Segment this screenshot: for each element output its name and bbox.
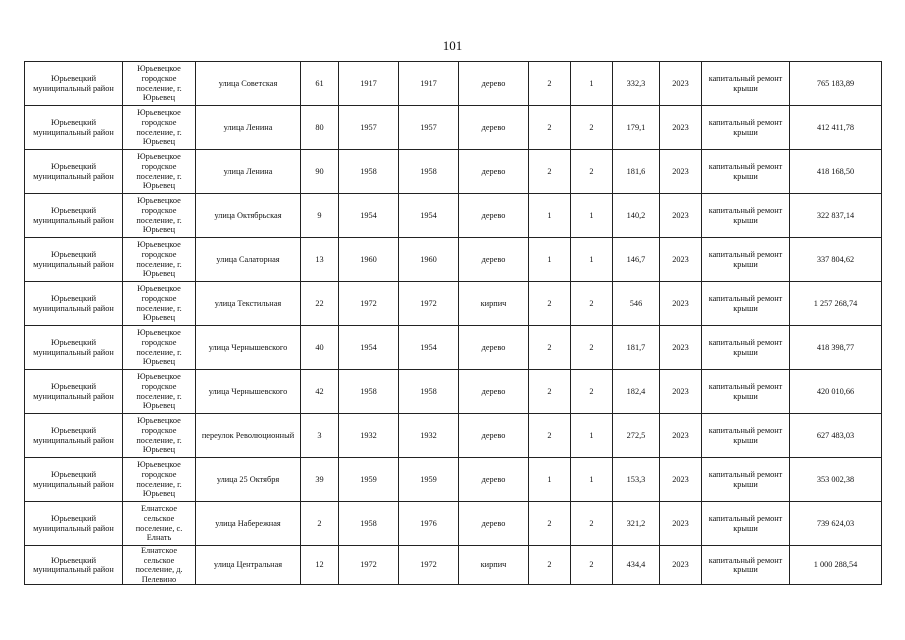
street-cell: улица Ленина xyxy=(196,150,301,194)
settlement-cell: Юрьевецкое городское поселение, г. Юрьевец xyxy=(123,414,196,458)
year-commissioned-cell: 1958 xyxy=(399,370,459,414)
cost-cell: 627 483,03 xyxy=(790,414,882,458)
work-type-cell: капитальный ремонт крыши xyxy=(702,326,790,370)
year-commissioned-cell: 1958 xyxy=(399,150,459,194)
work-type-cell: капитальный ремонт крыши xyxy=(702,106,790,150)
floors-cell: 2 xyxy=(529,414,571,458)
cost-cell: 322 837,14 xyxy=(790,194,882,238)
area-cell: 153,3 xyxy=(613,458,660,502)
house-number-cell: 42 xyxy=(301,370,339,414)
house-number-cell: 2 xyxy=(301,502,339,546)
table-row xyxy=(25,106,882,150)
year-commissioned-cell: 1959 xyxy=(399,458,459,502)
table-row xyxy=(25,150,882,194)
house-number-cell: 9 xyxy=(301,194,339,238)
street-cell: улица Текстильная xyxy=(196,282,301,326)
cost-cell: 739 624,03 xyxy=(790,502,882,546)
year-commissioned-cell: 1960 xyxy=(399,238,459,282)
floors-cell: 2 xyxy=(529,106,571,150)
entrances-cell: 2 xyxy=(571,546,613,585)
settlement-cell: Юрьевецкое городское поселение, г. Юрьевец xyxy=(123,458,196,502)
wall-material-cell: дерево xyxy=(459,62,529,106)
entrances-cell: 2 xyxy=(571,150,613,194)
cost-cell: 353 002,38 xyxy=(790,458,882,502)
wall-material-cell: дерево xyxy=(459,370,529,414)
cost-cell: 1 000 288,54 xyxy=(790,546,882,585)
floors-cell: 2 xyxy=(529,150,571,194)
year-built-cell: 1917 xyxy=(339,62,399,106)
settlement-cell: Юрьевецкое городское поселение, г. Юрьевец xyxy=(123,370,196,414)
settlement-cell: Елнатское сельское поселение, с. Елнать xyxy=(123,502,196,546)
year-built-cell: 1957 xyxy=(339,106,399,150)
street-cell: улица Советская xyxy=(196,62,301,106)
plan-year-cell: 2023 xyxy=(660,150,702,194)
street-cell: улица Чернышевского xyxy=(196,326,301,370)
house-number-cell: 90 xyxy=(301,150,339,194)
table-row xyxy=(25,62,882,106)
street-cell: улица Октябрьская xyxy=(196,194,301,238)
area-cell: 182,4 xyxy=(613,370,660,414)
housing-repair-table xyxy=(24,61,882,585)
district-cell: Юрьевецкий муниципальный район xyxy=(25,370,123,414)
year-built-cell: 1960 xyxy=(339,238,399,282)
house-number-cell: 22 xyxy=(301,282,339,326)
settlement-cell: Юрьевецкое городское поселение, г. Юрьевец xyxy=(123,150,196,194)
district-cell: Юрьевецкий муниципальный район xyxy=(25,502,123,546)
work-type-cell: капитальный ремонт крыши xyxy=(702,150,790,194)
cost-cell: 337 804,62 xyxy=(790,238,882,282)
floors-cell: 1 xyxy=(529,458,571,502)
district-cell: Юрьевецкий муниципальный район xyxy=(25,326,123,370)
wall-material-cell: дерево xyxy=(459,238,529,282)
entrances-cell: 2 xyxy=(571,282,613,326)
street-cell: улица Ленина xyxy=(196,106,301,150)
year-built-cell: 1932 xyxy=(339,414,399,458)
cost-cell: 1 257 268,74 xyxy=(790,282,882,326)
table-row xyxy=(25,546,882,585)
cost-cell: 418 168,50 xyxy=(790,150,882,194)
wall-material-cell: дерево xyxy=(459,458,529,502)
district-cell: Юрьевецкий муниципальный район xyxy=(25,150,123,194)
area-cell: 321,2 xyxy=(613,502,660,546)
house-number-cell: 40 xyxy=(301,326,339,370)
settlement-cell: Юрьевецкое городское поселение, г. Юрьевец xyxy=(123,282,196,326)
district-cell: Юрьевецкий муниципальный район xyxy=(25,282,123,326)
district-cell: Юрьевецкий муниципальный район xyxy=(25,106,123,150)
year-commissioned-cell: 1957 xyxy=(399,106,459,150)
settlement-cell: Юрьевецкое городское поселение, г. Юрьевец xyxy=(123,106,196,150)
table-row xyxy=(25,370,882,414)
floors-cell: 1 xyxy=(529,194,571,238)
year-commissioned-cell: 1972 xyxy=(399,282,459,326)
entrances-cell: 2 xyxy=(571,106,613,150)
year-built-cell: 1958 xyxy=(339,150,399,194)
area-cell: 140,2 xyxy=(613,194,660,238)
wall-material-cell: дерево xyxy=(459,326,529,370)
year-commissioned-cell: 1917 xyxy=(399,62,459,106)
plan-year-cell: 2023 xyxy=(660,282,702,326)
cost-cell: 420 010,66 xyxy=(790,370,882,414)
area-cell: 272,5 xyxy=(613,414,660,458)
area-cell: 546 xyxy=(613,282,660,326)
area-cell: 181,7 xyxy=(613,326,660,370)
table-row xyxy=(25,502,882,546)
plan-year-cell: 2023 xyxy=(660,106,702,150)
work-type-cell: капитальный ремонт крыши xyxy=(702,458,790,502)
work-type-cell: капитальный ремонт крыши xyxy=(702,546,790,585)
entrances-cell: 1 xyxy=(571,414,613,458)
settlement-cell: Юрьевецкое городское поселение, г. Юрьевец xyxy=(123,326,196,370)
floors-cell: 2 xyxy=(529,370,571,414)
area-cell: 146,7 xyxy=(613,238,660,282)
wall-material-cell: дерево xyxy=(459,414,529,458)
entrances-cell: 1 xyxy=(571,62,613,106)
work-type-cell: капитальный ремонт крыши xyxy=(702,62,790,106)
year-built-cell: 1972 xyxy=(339,282,399,326)
year-built-cell: 1954 xyxy=(339,326,399,370)
entrances-cell: 2 xyxy=(571,326,613,370)
wall-material-cell: дерево xyxy=(459,150,529,194)
plan-year-cell: 2023 xyxy=(660,194,702,238)
floors-cell: 2 xyxy=(529,546,571,585)
settlement-cell: Елнатское сельское поселение, д. Пелевино xyxy=(123,546,196,585)
wall-material-cell: дерево xyxy=(459,194,529,238)
entrances-cell: 1 xyxy=(571,238,613,282)
cost-cell: 418 398,77 xyxy=(790,326,882,370)
wall-material-cell: кирпич xyxy=(459,282,529,326)
table-row xyxy=(25,238,882,282)
table-row xyxy=(25,458,882,502)
area-cell: 181,6 xyxy=(613,150,660,194)
street-cell: улица Центральная xyxy=(196,546,301,585)
year-built-cell: 1959 xyxy=(339,458,399,502)
house-number-cell: 12 xyxy=(301,546,339,585)
year-commissioned-cell: 1954 xyxy=(399,194,459,238)
plan-year-cell: 2023 xyxy=(660,502,702,546)
entrances-cell: 2 xyxy=(571,502,613,546)
plan-year-cell: 2023 xyxy=(660,458,702,502)
work-type-cell: капитальный ремонт крыши xyxy=(702,238,790,282)
plan-year-cell: 2023 xyxy=(660,546,702,585)
year-commissioned-cell: 1932 xyxy=(399,414,459,458)
table-row xyxy=(25,194,882,238)
entrances-cell: 2 xyxy=(571,370,613,414)
district-cell: Юрьевецкий муниципальный район xyxy=(25,546,123,585)
table-row xyxy=(25,282,882,326)
year-built-cell: 1954 xyxy=(339,194,399,238)
page-number: 101 xyxy=(442,38,463,53)
table-row xyxy=(25,326,882,370)
work-type-cell: капитальный ремонт крыши xyxy=(702,370,790,414)
street-cell: улица Чернышевского xyxy=(196,370,301,414)
district-cell: Юрьевецкий муниципальный район xyxy=(25,238,123,282)
table-row xyxy=(25,414,882,458)
work-type-cell: капитальный ремонт крыши xyxy=(702,502,790,546)
year-commissioned-cell: 1954 xyxy=(399,326,459,370)
house-number-cell: 3 xyxy=(301,414,339,458)
area-cell: 434,4 xyxy=(613,546,660,585)
plan-year-cell: 2023 xyxy=(660,238,702,282)
plan-year-cell: 2023 xyxy=(660,62,702,106)
house-number-cell: 61 xyxy=(301,62,339,106)
house-number-cell: 39 xyxy=(301,458,339,502)
district-cell: Юрьевецкий муниципальный район xyxy=(25,414,123,458)
entrances-cell: 1 xyxy=(571,194,613,238)
street-cell: переулок Революционный xyxy=(196,414,301,458)
wall-material-cell: кирпич xyxy=(459,546,529,585)
entrances-cell: 1 xyxy=(571,458,613,502)
house-number-cell: 80 xyxy=(301,106,339,150)
settlement-cell: Юрьевецкое городское поселение, г. Юрьевец xyxy=(123,194,196,238)
wall-material-cell: дерево xyxy=(459,502,529,546)
district-cell: Юрьевецкий муниципальный район xyxy=(25,194,123,238)
plan-year-cell: 2023 xyxy=(660,326,702,370)
settlement-cell: Юрьевецкое городское поселение, г. Юрьевец xyxy=(123,238,196,282)
cost-cell: 412 411,78 xyxy=(790,106,882,150)
house-number-cell: 13 xyxy=(301,238,339,282)
year-built-cell: 1958 xyxy=(339,370,399,414)
year-commissioned-cell: 1972 xyxy=(399,546,459,585)
floors-cell: 2 xyxy=(529,62,571,106)
floors-cell: 2 xyxy=(529,282,571,326)
floors-cell: 2 xyxy=(529,326,571,370)
year-built-cell: 1972 xyxy=(339,546,399,585)
district-cell: Юрьевецкий муниципальный район xyxy=(25,458,123,502)
work-type-cell: капитальный ремонт крыши xyxy=(702,414,790,458)
floors-cell: 2 xyxy=(529,502,571,546)
settlement-cell: Юрьевецкое городское поселение, г. Юрьевец xyxy=(123,62,196,106)
work-type-cell: капитальный ремонт крыши xyxy=(702,282,790,326)
floors-cell: 1 xyxy=(529,238,571,282)
street-cell: улица Набережная xyxy=(196,502,301,546)
year-commissioned-cell: 1976 xyxy=(399,502,459,546)
district-cell: Юрьевецкий муниципальный район xyxy=(25,62,123,106)
cost-cell: 765 183,89 xyxy=(790,62,882,106)
year-built-cell: 1958 xyxy=(339,502,399,546)
area-cell: 332,3 xyxy=(613,62,660,106)
area-cell: 179,1 xyxy=(613,106,660,150)
plan-year-cell: 2023 xyxy=(660,414,702,458)
plan-year-cell: 2023 xyxy=(660,370,702,414)
work-type-cell: капитальный ремонт крыши xyxy=(702,194,790,238)
street-cell: улица Салаторная xyxy=(196,238,301,282)
wall-material-cell: дерево xyxy=(459,106,529,150)
street-cell: улица 25 Октября xyxy=(196,458,301,502)
